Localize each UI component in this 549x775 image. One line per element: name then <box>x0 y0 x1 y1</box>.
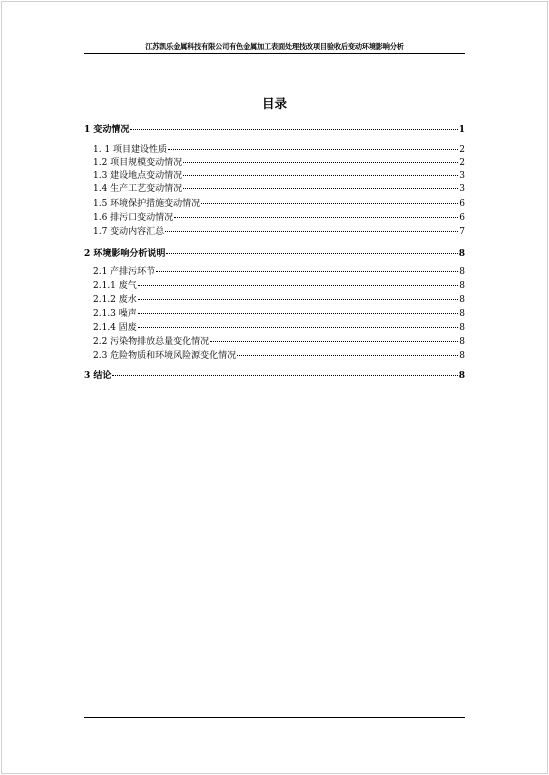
toc-entry-label: 2.1.3 噪声 <box>93 309 137 319</box>
toc-entry-label: 2.2 污染物排放总量变化情况 <box>93 337 210 347</box>
toc-entry-subsection[interactable] <box>93 280 465 292</box>
header-rule <box>84 53 465 54</box>
toc-page-number: 2 <box>459 158 465 168</box>
toc-dot-leader <box>168 148 458 150</box>
toc-page-number: 2 <box>459 145 465 155</box>
toc-dot-leader <box>138 284 459 286</box>
toc-dot-leader <box>138 312 459 314</box>
toc-dot-leader <box>183 187 458 189</box>
toc-entry-section[interactable] <box>84 370 465 382</box>
toc-entry-subsection[interactable] <box>93 198 465 210</box>
page-border <box>1 1 548 774</box>
toc-dot-leader <box>237 354 458 356</box>
toc-entry-label: 2.1.4 固废 <box>93 323 137 333</box>
toc-page-number: 8 <box>459 267 465 277</box>
toc-entry-label: 1.7 变动内容汇总 <box>93 227 165 237</box>
toc-entry-subsection[interactable] <box>93 183 465 195</box>
toc-dot-leader <box>138 326 459 328</box>
toc-entry-subsection[interactable] <box>93 308 465 320</box>
toc-entry-label: 1.6 排污口变动情况 <box>93 213 174 223</box>
toc-dot-leader <box>166 252 457 254</box>
toc-dot-leader <box>138 298 459 300</box>
toc-page-number: 8 <box>459 295 465 305</box>
toc-page-number: 3 <box>459 171 465 181</box>
page-header: 江苏凯乐金属科技有限公司有色金属加工表面处理技改项目验收后变动环境影响分析 <box>145 42 404 51</box>
toc-dot-leader <box>165 230 458 232</box>
toc-page-number: 7 <box>459 227 465 237</box>
toc-entry-subsection[interactable] <box>93 266 465 278</box>
footer-rule <box>84 717 465 718</box>
toc-entry-subsection[interactable] <box>93 294 465 306</box>
toc-entry-section[interactable] <box>84 248 465 260</box>
toc-entry-subsection[interactable] <box>93 157 465 169</box>
toc-page-number: 8 <box>458 249 465 259</box>
toc-entry-subsection[interactable] <box>93 336 465 348</box>
toc-entry-label: 1.2 项目规模变动情况 <box>93 158 183 168</box>
toc-page-number: 8 <box>459 309 465 319</box>
toc-page-number: 8 <box>459 323 465 333</box>
toc-entry-label: 2 环境影响分析说明 <box>84 249 166 259</box>
toc-entry-label: 1 变动情况 <box>84 125 130 135</box>
toc-entry-label: 3 结论 <box>84 371 112 381</box>
toc-entry-label: 2.3 危险物质和环境风险源变化情况 <box>93 351 237 361</box>
toc-entry-label: 2.1.1 废气 <box>93 281 137 291</box>
toc-entry-subsection[interactable] <box>93 322 465 334</box>
toc-dot-leader <box>183 174 458 176</box>
toc-entry-section[interactable] <box>84 124 465 136</box>
toc-entry-label: 1. 1 项目建设性质 <box>93 145 168 155</box>
toc-dot-leader <box>201 202 458 204</box>
toc-page-number: 8 <box>459 351 465 361</box>
toc-entry-label: 1.5 环境保护措施变动情况 <box>93 199 201 209</box>
toc-dot-leader <box>174 216 458 218</box>
toc-dot-leader <box>156 270 458 272</box>
toc-entry-subsection[interactable] <box>93 144 465 156</box>
toc-entry-subsection[interactable] <box>93 212 465 224</box>
toc-entry-label: 1.3 建设地点变动情况 <box>93 171 183 181</box>
toc-entry-subsection[interactable] <box>93 170 465 182</box>
toc-page-number: 8 <box>459 281 465 291</box>
toc-page-number: 8 <box>459 337 465 347</box>
toc-page-number: 8 <box>458 371 465 381</box>
toc-dot-leader <box>183 161 458 163</box>
toc-page-number: 1 <box>458 125 465 135</box>
toc-title: 目录 <box>261 96 287 111</box>
toc-page-number: 3 <box>459 184 465 194</box>
toc-entry-subsection[interactable] <box>93 350 465 362</box>
toc-page-number: 6 <box>459 199 465 209</box>
toc-entry-label: 2.1.2 废水 <box>93 295 137 305</box>
toc-entry-label: 2.1 产排污环节 <box>93 267 156 277</box>
toc-page-number: 6 <box>459 213 465 223</box>
toc-dot-leader <box>210 340 458 342</box>
toc-dot-leader <box>112 374 457 376</box>
toc-dot-leader <box>130 128 457 130</box>
toc-entry-subsection[interactable] <box>93 226 465 238</box>
toc-entry-label: 1.4 生产工艺变动情况 <box>93 184 183 194</box>
